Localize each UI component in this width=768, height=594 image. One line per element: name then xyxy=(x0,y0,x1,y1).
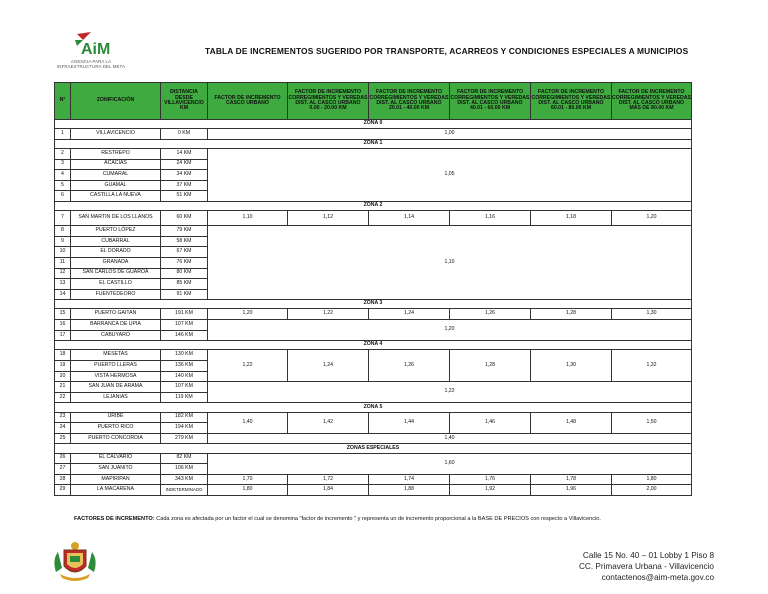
factor-40-60-value: 1,46 xyxy=(450,412,531,433)
factor-merged-value: 1,10 xyxy=(208,226,692,300)
factor-0-20-value: 1,42 xyxy=(288,412,369,433)
page-title: TABLA DE INCREMENTOS SUGERIDO POR TRANSPORTE, ACARREOS Y CONDICIONES ESPECIALES A MUNICIPIOS xyxy=(205,46,689,56)
row-number: 1 xyxy=(55,129,71,140)
distance-value: 140 KM xyxy=(161,371,208,382)
row-number: 8 xyxy=(55,226,71,237)
row-number: 16 xyxy=(55,320,71,331)
factor-urban-value: 1,22 xyxy=(208,350,288,382)
col-header-factor-60-80: FACTOR DE INCREMENTO CORREGIMIENTOS Y VEREDAS DIST. AL CASCO URBANO 60.01 - 80.00 KM xyxy=(531,83,612,120)
table-row xyxy=(55,226,692,237)
row-number: 29 xyxy=(55,485,71,496)
distance-value: 91 KM xyxy=(161,289,208,300)
municipality-name: PUERTO RICO xyxy=(71,423,161,434)
factor-over-80-value: 2,00 xyxy=(612,485,692,496)
distance-value: 76 KM xyxy=(161,257,208,268)
row-number: 17 xyxy=(55,330,71,341)
zone-label: ZONA 0 xyxy=(55,120,692,129)
distance-value: 279 KM xyxy=(161,433,208,444)
factor-20-40-value: 1,14 xyxy=(369,211,450,226)
zone-header-row xyxy=(55,201,692,210)
zone-header-row xyxy=(55,444,692,453)
zone-header-row xyxy=(55,139,692,148)
municipality-name: GUAMAL xyxy=(71,180,161,191)
row-number: 2 xyxy=(55,148,71,159)
coat-of-arms-icon xyxy=(50,538,100,584)
distance-value: 79 KM xyxy=(161,226,208,237)
distance-value: 24 KM xyxy=(161,159,208,170)
table-row xyxy=(55,382,692,393)
col-header-zone: ZONIFICACIÓN xyxy=(71,83,161,120)
factor-40-60-value: 1,92 xyxy=(450,485,531,496)
agency-logo xyxy=(56,30,126,69)
footnote xyxy=(74,516,694,522)
table-row xyxy=(55,485,692,496)
municipality-name: ACACIAS xyxy=(71,159,161,170)
municipality-name: URIBE xyxy=(71,412,161,423)
distance-value: 14 KM xyxy=(161,148,208,159)
contact-email: contactenos@aim-meta.gov.co xyxy=(601,573,714,582)
municipality-name: CUMARAL xyxy=(71,170,161,181)
distance-value: 130 KM xyxy=(161,350,208,361)
zone-header-row xyxy=(55,300,692,309)
distance-value: 37 KM xyxy=(161,180,208,191)
row-number: 12 xyxy=(55,268,71,279)
col-header-factor-over-80: FACTOR DE INCREMENTO CORREGIMIENTOS Y VEREDAS DIST. AL CASCO URBANO MÁS DE 80.00 KM xyxy=(612,83,692,120)
municipality-name: CUBARRAL xyxy=(71,236,161,247)
table-row xyxy=(55,211,692,226)
zone-header-row xyxy=(55,403,692,412)
factor-over-80-value: 1,30 xyxy=(612,309,692,320)
row-number: 7 xyxy=(55,211,71,226)
factor-merged-value: 1,05 xyxy=(208,148,692,201)
distance-value: INDETERMINADO xyxy=(161,485,208,496)
row-number: 24 xyxy=(55,423,71,434)
row-number: 18 xyxy=(55,350,71,361)
table-row xyxy=(55,309,692,320)
municipality-name: FUENTEDEORO xyxy=(71,289,161,300)
row-number: 10 xyxy=(55,247,71,258)
distance-value: 106 KM xyxy=(161,464,208,475)
aim-logo-icon xyxy=(71,30,111,58)
row-number: 13 xyxy=(55,279,71,290)
municipality-name: SAN MARTIN DE LOS LLANOS xyxy=(71,211,161,226)
municipality-name: CABUYARO xyxy=(71,330,161,341)
factor-over-80-value: 1,20 xyxy=(612,211,692,226)
distance-value: 58 KM xyxy=(161,236,208,247)
logo-subtitle: AGENCIA PARA LA INFRAESTRUCTURA DEL META xyxy=(56,59,126,69)
col-header-num: N° xyxy=(55,83,71,120)
distance-value: 146 KM xyxy=(161,330,208,341)
distance-value: 51 KM xyxy=(161,191,208,202)
address-city: CC. Primavera Urbana - Villavicencio xyxy=(579,562,714,571)
municipality-name: EL DORADO xyxy=(71,247,161,258)
factor-20-40-value: 1,24 xyxy=(369,309,450,320)
zone-header-row xyxy=(55,341,692,350)
distance-value: 194 KM xyxy=(161,423,208,434)
increment-table xyxy=(54,82,692,496)
table-row xyxy=(55,474,692,485)
table-row xyxy=(55,129,692,140)
distance-value: 67 KM xyxy=(161,247,208,258)
municipality-name: LEJANIAS xyxy=(71,392,161,403)
municipality-name: BARRANCA DE UPIA xyxy=(71,320,161,331)
zone-label: ZONA 2 xyxy=(55,201,692,210)
factor-urban-value: 1,10 xyxy=(208,211,288,226)
distance-value: 107 KM xyxy=(161,382,208,393)
factor-0-20-value: 1,22 xyxy=(288,309,369,320)
distance-value: 107 KM xyxy=(161,320,208,331)
factor-40-60-value: 1,16 xyxy=(450,211,531,226)
row-number: 27 xyxy=(55,464,71,475)
table-row xyxy=(55,148,692,159)
row-number: 5 xyxy=(55,180,71,191)
table-row xyxy=(55,433,692,444)
municipality-name: PUERTO LÓPEZ xyxy=(71,226,161,237)
municipality-name: SAN JUANITO xyxy=(71,464,161,475)
distance-value: 119 KM xyxy=(161,392,208,403)
footnote-label: FACTORES DE INCREMENTO: xyxy=(74,516,155,522)
row-number: 6 xyxy=(55,191,71,202)
municipality-name: MESETAS xyxy=(71,350,161,361)
municipality-name: PUERTO GAITAN xyxy=(71,309,161,320)
row-number: 23 xyxy=(55,412,71,423)
col-header-factor-40-60: FACTOR DE INCREMENTO CORREGIMIENTOS Y VEREDAS DIST. AL CASCO URBANO 40.01 - 60.00 KM xyxy=(450,83,531,120)
factor-20-40-value: 1,44 xyxy=(369,412,450,433)
distance-value: 60 KM xyxy=(161,211,208,226)
logo-mark-text: AiM xyxy=(81,41,111,58)
table-row xyxy=(55,453,692,464)
municipality-name: GRANADA xyxy=(71,257,161,268)
zone-label: ZONA 3 xyxy=(55,300,692,309)
footnote-text: Cada zona es afectada por un factor el cual se denomina "factor de incremento " y representa un de incremento proporcional a la BASE DE PRECIOS con respecto a Villavicencio. xyxy=(154,516,601,522)
col-header-distance: DISTANCIA DESDE VILLAVICENCIO KM xyxy=(161,83,208,120)
table-body xyxy=(55,120,692,496)
row-number: 26 xyxy=(55,453,71,464)
municipality-name: CASTILLA LA NUEVA xyxy=(71,191,161,202)
address-line: Calle 15 No. 40 – 01 Lobby 1 Piso 8 xyxy=(582,551,714,560)
municipality-name: EL CASTILLO xyxy=(71,279,161,290)
distance-value: 85 KM xyxy=(161,279,208,290)
distance-value: 343 KM xyxy=(161,474,208,485)
factor-0-20-value: 1,72 xyxy=(288,474,369,485)
col-header-factor-0-20: FACTOR DE INCREMENTO CORREGIMIENTOS Y VEREDAS DIST. AL CASCO URBANO 0.00 - 20.00 KM xyxy=(288,83,369,120)
municipality-name: PUERTO LLERAS xyxy=(71,361,161,372)
factor-40-60-value: 1,26 xyxy=(450,309,531,320)
factor-60-80-value: 1,28 xyxy=(531,309,612,320)
factor-urban-value: 1,80 xyxy=(208,485,288,496)
factor-0-20-value: 1,24 xyxy=(288,350,369,382)
municipality-name: RESTREPO xyxy=(71,148,161,159)
col-header-factor-20-40: FACTOR DE INCREMENTO CORREGIMIENTOS Y VEREDAS DIST. AL CASCO URBANO 20.01 - 40.00 KM xyxy=(369,83,450,120)
table-row xyxy=(55,350,692,361)
distance-value: 182 KM xyxy=(161,412,208,423)
factor-60-80-value: 1,78 xyxy=(531,474,612,485)
row-number: 9 xyxy=(55,236,71,247)
municipality-name: PUERTO CONCORDIA xyxy=(71,433,161,444)
factor-20-40-value: 1,26 xyxy=(369,350,450,382)
distance-value: 0 KM xyxy=(161,129,208,140)
municipality-name: MAPIRIPAN xyxy=(71,474,161,485)
factor-urban-value: 1,20 xyxy=(208,309,288,320)
zone-label: ZONA 1 xyxy=(55,139,692,148)
municipality-name: VILLAVICENCIO xyxy=(71,129,161,140)
factor-60-80-value: 1,18 xyxy=(531,211,612,226)
factor-over-80-value: 1,80 xyxy=(612,474,692,485)
distance-value: 80 KM xyxy=(161,268,208,279)
municipality-name: EL CALVARIO xyxy=(71,453,161,464)
factor-60-80-value: 1,48 xyxy=(531,412,612,433)
zone-header-row xyxy=(55,120,692,129)
factor-merged-value: 1,60 xyxy=(208,453,692,474)
factor-merged-value: 1,20 xyxy=(208,320,692,341)
row-number: 21 xyxy=(55,382,71,393)
factor-over-80-value: 1,50 xyxy=(612,412,692,433)
row-number: 20 xyxy=(55,371,71,382)
factor-60-80-value: 1,96 xyxy=(531,485,612,496)
contact-address xyxy=(579,550,714,583)
factor-merged-value: 1,40 xyxy=(208,433,692,444)
row-number: 4 xyxy=(55,170,71,181)
factor-60-80-value: 1,30 xyxy=(531,350,612,382)
factor-merged-value: 1,22 xyxy=(208,382,692,403)
factor-urban-value: 1,70 xyxy=(208,474,288,485)
municipality-name: LA MACARENA xyxy=(71,485,161,496)
municipality-name: SAN JUAN DE ARAMA xyxy=(71,382,161,393)
factor-20-40-value: 1,74 xyxy=(369,474,450,485)
row-number: 3 xyxy=(55,159,71,170)
col-header-factor-urban: FACTOR DE INCREMENTO CASCO URBANO xyxy=(208,83,288,120)
row-number: 22 xyxy=(55,392,71,403)
row-number: 14 xyxy=(55,289,71,300)
table-row xyxy=(55,412,692,423)
factor-over-80-value: 1,32 xyxy=(612,350,692,382)
distance-value: 136 KM xyxy=(161,361,208,372)
factor-20-40-value: 1,88 xyxy=(369,485,450,496)
row-number: 11 xyxy=(55,257,71,268)
factor-40-60-value: 1,28 xyxy=(450,350,531,382)
zone-label: ZONA 4 xyxy=(55,341,692,350)
factor-merged-value: 1,00 xyxy=(208,129,692,140)
distance-value: 82 KM xyxy=(161,453,208,464)
table-row xyxy=(55,320,692,331)
factor-0-20-value: 1,84 xyxy=(288,485,369,496)
zone-label: ZONA 5 xyxy=(55,403,692,412)
row-number: 15 xyxy=(55,309,71,320)
row-number: 28 xyxy=(55,474,71,485)
table-header-row xyxy=(55,83,692,120)
zone-label: ZONAS ESPECIALES xyxy=(55,444,692,453)
row-number: 25 xyxy=(55,433,71,444)
coat-of-arms xyxy=(50,538,100,589)
municipality-name: SAN CARLOS DE GUAROA xyxy=(71,268,161,279)
row-number: 19 xyxy=(55,361,71,372)
municipality-name: VISTA HERMOSA xyxy=(71,371,161,382)
factor-urban-value: 1,40 xyxy=(208,412,288,433)
factor-0-20-value: 1,12 xyxy=(288,211,369,226)
distance-value: 34 KM xyxy=(161,170,208,181)
distance-value: 191 KM xyxy=(161,309,208,320)
factor-40-60-value: 1,76 xyxy=(450,474,531,485)
